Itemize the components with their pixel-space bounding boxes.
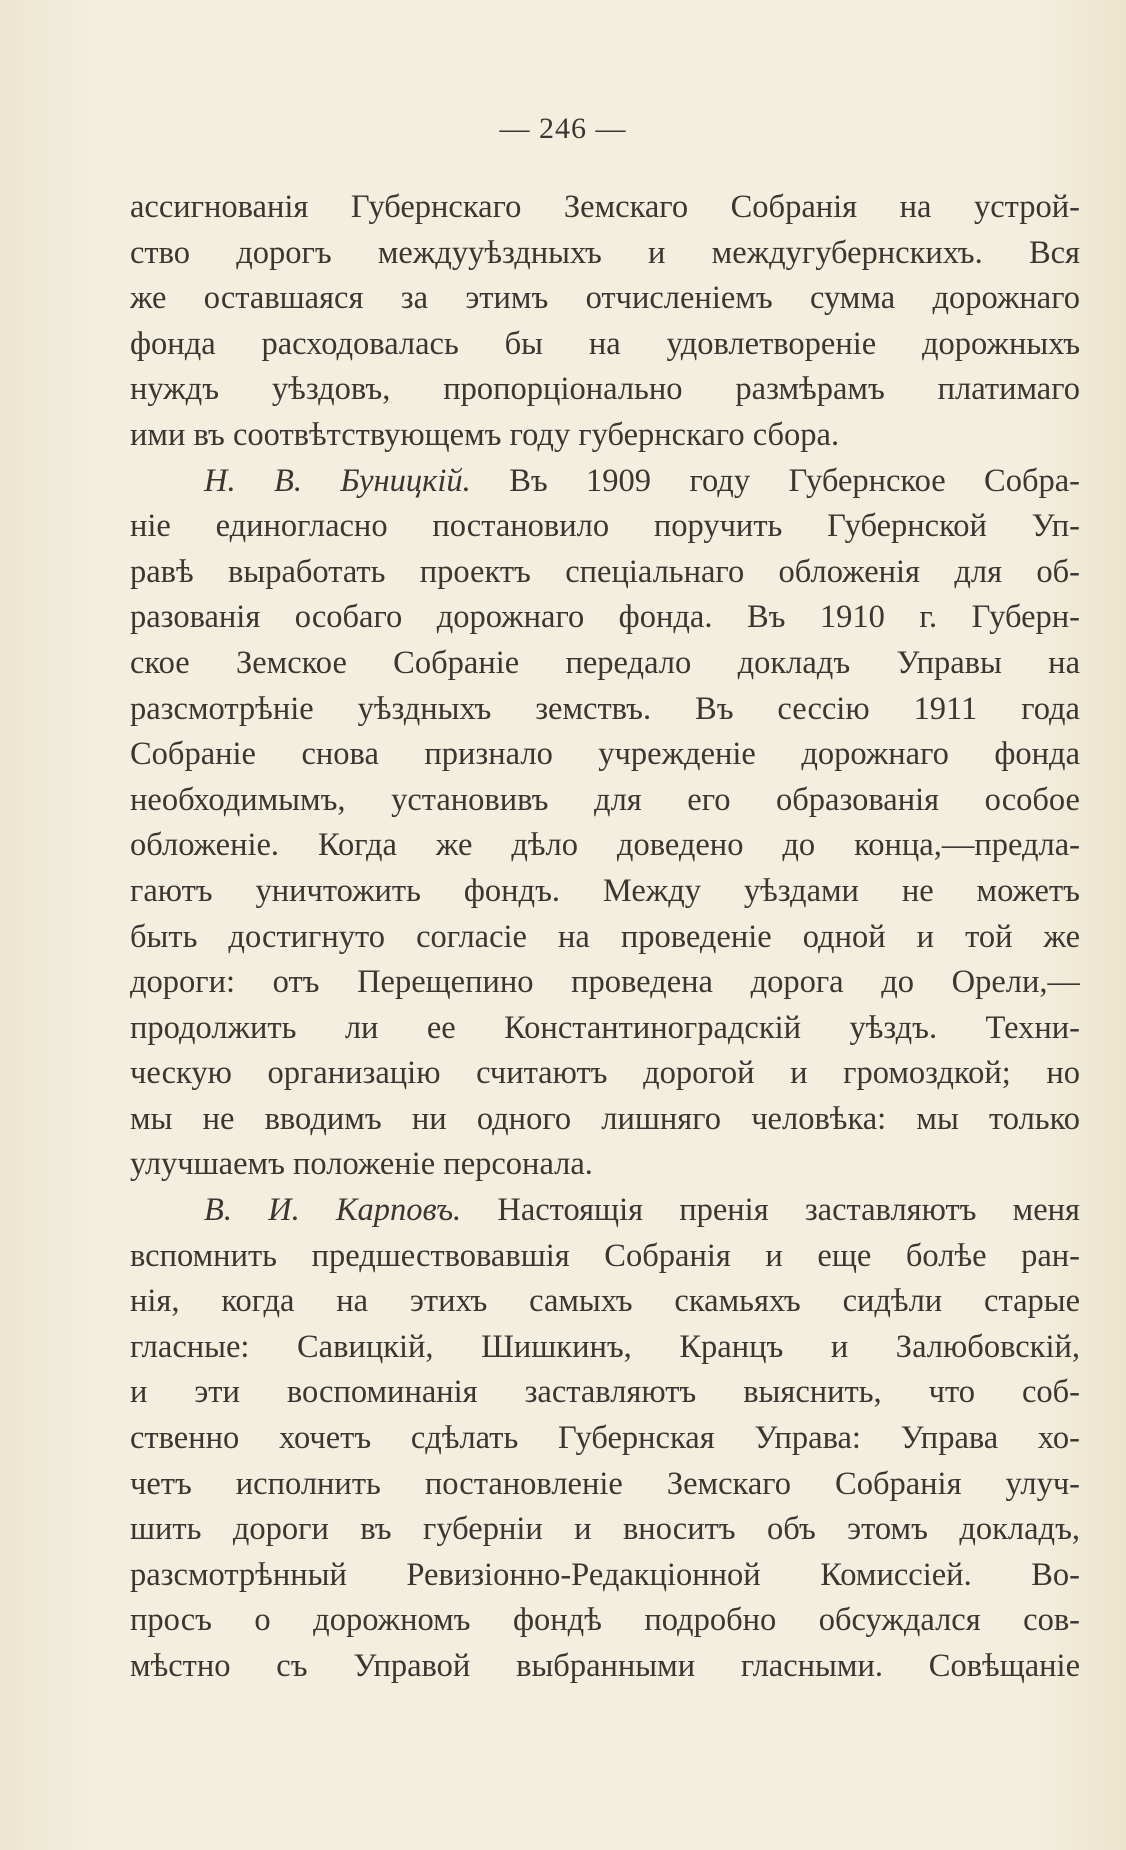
line-text: и эти воспоминанія заставляютъ выяснить, что соб-: [130, 1374, 1080, 1411]
line-text: ческую организацію считаютъ дорогой и громоздкой; но: [130, 1055, 1080, 1092]
text-line: [130, 1051, 1080, 1097]
text-line: [130, 1644, 1080, 1690]
text-line: [130, 915, 1080, 961]
page-number: — 246 —: [499, 112, 627, 145]
line-text: гаютъ уничтожить фондъ. Между уѣздами не можетъ: [130, 872, 1080, 909]
text-line: [130, 413, 1080, 459]
line-text: гласные: Савицкій, Шишкинъ, Кранцъ и Залюбовскій,: [130, 1328, 1080, 1365]
body-text: [130, 185, 1080, 1690]
text-line: [130, 732, 1080, 778]
text-line: [130, 459, 1080, 505]
line-text: быть достигнуто согласіе на проведеніе одной и той же: [130, 918, 1080, 955]
text-line: [130, 687, 1080, 733]
line-text: четъ исполнить постановленіе Земскаго Собранія улуч-: [130, 1465, 1080, 1502]
line-text: же оставшаяся за этимъ отчисленіемъ сумма дорожнаго: [130, 280, 1080, 317]
line-text: Въ 1909 году Губернское Собра-: [470, 462, 1080, 499]
line-text: ственно хочетъ сдѣлать Губернская Управа: Управа хо-: [130, 1420, 1080, 1457]
line-text: ское Земское Собраніе передало докладъ Управы на: [130, 644, 1080, 681]
text-line: [130, 1462, 1080, 1508]
text-line: [130, 1097, 1080, 1143]
line-text: мы не вводимъ ни одного лишняго человѣка: мы только: [130, 1100, 1080, 1137]
text-line: [130, 504, 1080, 550]
line-text: вспомнить предшествовавшія Собранія и еще болѣе ран-: [130, 1237, 1080, 1274]
text-line: [130, 1507, 1080, 1553]
line-text: продолжить ли ее Константиноградскій уѣздъ. Техни-: [130, 1009, 1080, 1046]
line-text: необходимымъ, установивъ для его образованія особое: [130, 781, 1080, 818]
text-line: [130, 595, 1080, 641]
line-text: просъ о дорожномъ фондѣ подробно обсуждался сов-: [130, 1602, 1080, 1639]
text-line: [130, 276, 1080, 322]
line-text: мѣстно съ Управой выбранными гласными. Совѣщаніе: [130, 1648, 1080, 1684]
text-line: [130, 1234, 1080, 1280]
line-text: разсмотрѣнный Ревизіонно-Редакціонной Комиссіей. Во-: [130, 1556, 1080, 1593]
speaker-name: Н. В. Буницкій.: [204, 462, 471, 499]
text-line: [130, 1325, 1080, 1371]
line-text: разсмотрѣніе уѣздныхъ земствъ. Въ сессію 1911 года: [130, 690, 1080, 727]
text-line: [130, 1188, 1080, 1234]
line-text: нуждъ уѣздовъ, пропорціонально размѣрамъ платимаго: [130, 371, 1080, 408]
line-text: фонда расходовалась бы на удовлетвореніе дорожныхъ: [130, 325, 1080, 362]
line-text: улучшаемъ положеніе персонала.: [130, 1146, 593, 1183]
text-line: [130, 1142, 1080, 1188]
text-line: [130, 823, 1080, 869]
line-text: разованія особаго дорожнаго фонда. Въ 1910 г. Губерн-: [130, 599, 1080, 636]
text-line: [130, 1006, 1080, 1052]
text-line: [130, 322, 1080, 368]
line-text: ство дорогъ междууѣздныхъ и междугубернскихъ. Вся: [130, 234, 1080, 271]
text-line: [130, 1279, 1080, 1325]
text-line: [130, 185, 1080, 231]
text-line: [130, 1370, 1080, 1416]
line-text: равѣ выработать проектъ спеціальнаго обложенія для об-: [130, 553, 1080, 590]
text-line: [130, 1416, 1080, 1462]
text-line: [130, 367, 1080, 413]
line-text: дороги: отъ Перещепино проведена дорога до Орели,—: [130, 964, 1080, 1001]
text-line: [130, 1598, 1080, 1644]
text-line: [130, 778, 1080, 824]
text-line: [130, 641, 1080, 687]
line-text: обложеніе. Когда же дѣло доведено до конца,—предла-: [130, 827, 1080, 864]
text-line: [130, 869, 1080, 915]
text-line: [130, 1553, 1080, 1599]
line-text: ими въ соотвѣтствующемъ году губернскаго сбора.: [130, 416, 840, 453]
line-text: ассигнованія Губернскаго Земскаго Собранія на устрой-: [130, 189, 1080, 225]
line-text: ніе единогласно постановило поручить Губернской Уп-: [130, 508, 1080, 545]
text-line: [130, 960, 1080, 1006]
text-line: [130, 231, 1080, 277]
line-text: Настоящія пренія заставляютъ меня: [461, 1192, 1080, 1229]
line-text: шить дороги въ губерніи и вноситъ объ этомъ докладъ,: [130, 1511, 1080, 1548]
text-line: [130, 550, 1080, 596]
speaker-name: В. И. Карповъ.: [204, 1192, 462, 1229]
line-text: нія, когда на этихъ самыхъ скамьяхъ сидѣли старые: [130, 1283, 1080, 1320]
line-text: Собраніе снова признало учрежденіе дорожнаго фонда: [130, 736, 1080, 773]
